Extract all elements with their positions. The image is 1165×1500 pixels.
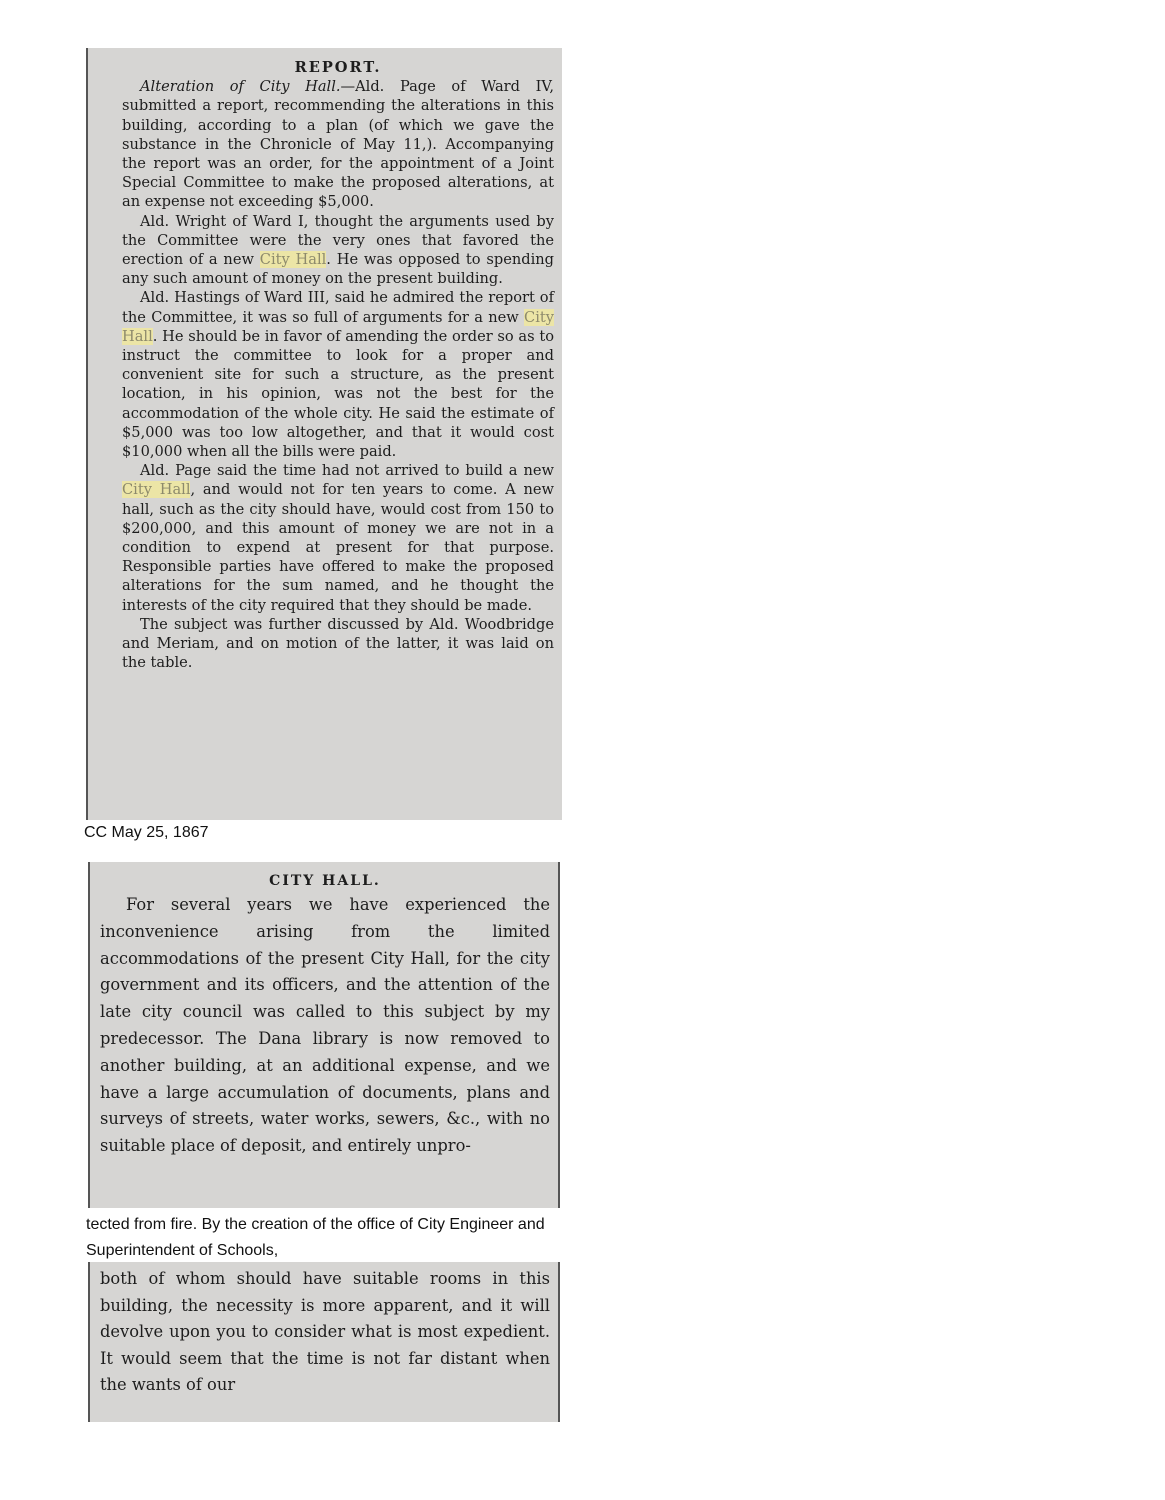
highlighted-text: City Hall bbox=[122, 481, 191, 499]
transcribed-text: tected from fire. By the creation of the office of City Engineer and Superintendent of Schools, bbox=[86, 1216, 545, 1259]
paragraph-continuation: both of whom should have suitable rooms in this building, the necessity is more apparent, and it will devolve upon you to consider what is most expedient. It would seem that the time is not far distant when the wants of our bbox=[100, 1269, 550, 1395]
paragraph-page: Ald. Page said the time had not arrived to build a new City Hall, and would not for ten years to come. A new hall, such as the city should have, would cost from 150 to $200,000, and this amount of money we are not in a condition to expend at present for that purpose. Responsible parties have offered to make the proposed alterations for the sum named, and he thought the interests of the city required that they should be made. bbox=[122, 462, 554, 614]
highlighted-text: City Hall bbox=[259, 251, 327, 269]
source-caption: CC May 25, 1867 bbox=[84, 824, 209, 841]
newspaper-clipping-continuation bbox=[88, 1262, 560, 1422]
paragraph-hastings: Ald. Hastings of Ward III, said he admired the report of the Committee, it was so full of arguments for a new City Hall. He should be in favor of amending the order so as to instruct the committee to look for a proper and convenient site for such a structure, as the present location, in his opinion, was not the best for the accommodation of the whole city. He said the estimate of $5,000 was too low altogether, and that it would cost $10,000 when all the bills were paid. bbox=[122, 289, 554, 461]
paragraph-lead: Alteration of City Hall. bbox=[140, 78, 341, 96]
paragraph-wright: Ald. Wright of Ward I, thought the arguments used by the Committee were the very ones that favored the erection of a new City Hall. He was opposed to spending any such amount of money on the present building. bbox=[122, 212, 554, 288]
paragraph-body: For several years we have experienced the inconvenience arising from the limited accommodations of the present City Hall, for the city government and its officers, and the attention of the late city council was called to this subject by my predecessor. The Dana library is now removed to another building, at an additional expense, and we have a large accumulation of documents, plans and surveys of streets, water works, sewers, &c., with no suitable place of deposit, and entirely unpro- bbox=[100, 895, 550, 1156]
newspaper-clipping-report bbox=[86, 48, 562, 820]
paragraph-conclusion: The subject was further discussed by Ald. Woodbridge and Meriam, and on motion of the latter, it was laid on the table. bbox=[122, 615, 554, 672]
highlighted-text: City Hall bbox=[122, 308, 554, 345]
paragraph-alteration: Alteration of City Hall.—Ald. Page of Ward IV, submitted a report, recommending the alterations in this building, according to a plan (of which we gave the substance in the Chronicle of May 11,). Accompanying the report was an order, for the appointment of a Joint Special Committee to make the proposed alterations, at an expense not exceeding $5,000. bbox=[122, 78, 554, 211]
newspaper-clipping-city-hall bbox=[88, 862, 560, 1208]
clipping-heading-city-hall: CITY HALL. bbox=[269, 873, 381, 889]
clipping-heading-report: REPORT. bbox=[294, 59, 382, 76]
